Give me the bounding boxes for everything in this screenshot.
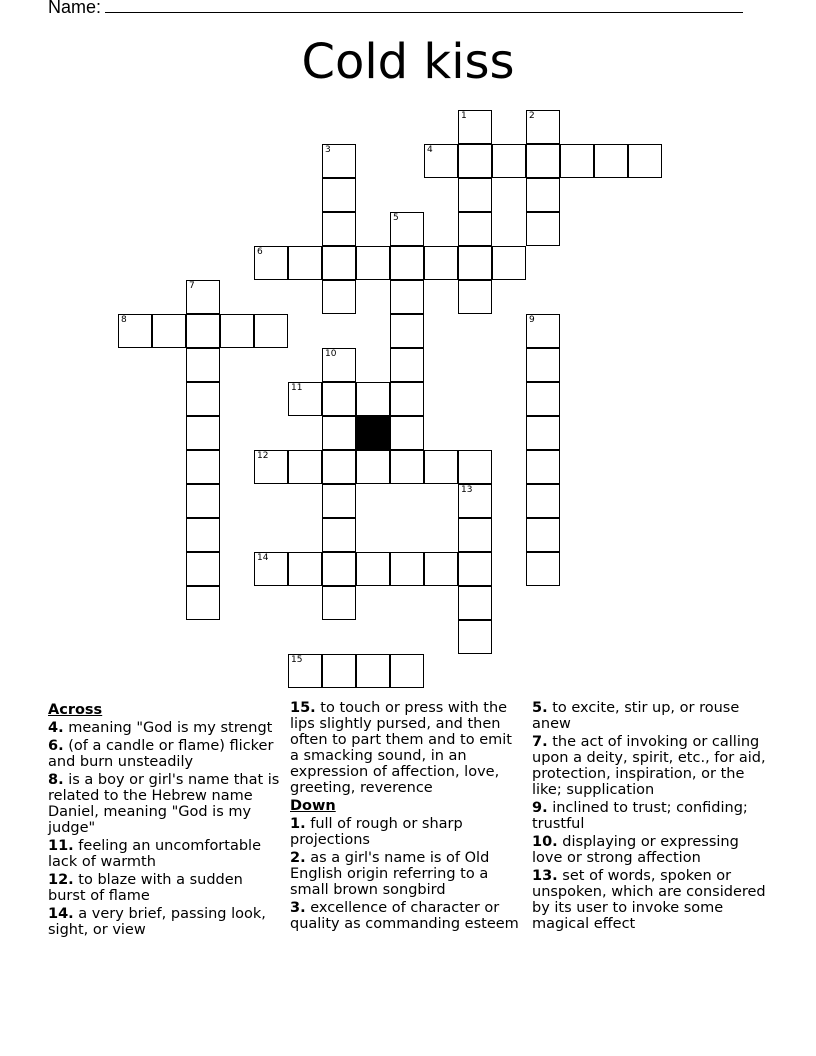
- grid-cell[interactable]: [186, 450, 220, 484]
- clue-down-3: 3. excellence of character or quality as commanding esteem: [290, 900, 519, 932]
- grid-cell[interactable]: [526, 518, 560, 552]
- grid-cell[interactable]: [356, 552, 390, 586]
- clues-column-2: [290, 700, 522, 932]
- grid-cell[interactable]: [526, 348, 560, 382]
- grid-cell[interactable]: [322, 450, 356, 484]
- grid-cell[interactable]: [390, 654, 424, 688]
- grid-cell[interactable]: [186, 314, 220, 348]
- name-label: Name:: [48, 0, 102, 17]
- clue-number-4: 4: [427, 145, 433, 155]
- grid-cell[interactable]: [322, 348, 356, 382]
- clue-number-9: 9: [529, 315, 535, 325]
- grid-cell[interactable]: [186, 586, 220, 620]
- grid-cell[interactable]: [322, 654, 356, 688]
- grid-cell[interactable]: [186, 518, 220, 552]
- grid-cell[interactable]: [526, 178, 560, 212]
- grid-cell[interactable]: [288, 246, 322, 280]
- grid-cell[interactable]: [356, 246, 390, 280]
- grid-cell[interactable]: [220, 314, 254, 348]
- across-heading: Across: [48, 702, 103, 718]
- grid-cell[interactable]: [322, 246, 356, 280]
- grid-cell[interactable]: [458, 620, 492, 654]
- grid-cell[interactable]: [288, 450, 322, 484]
- grid-cell[interactable]: [424, 450, 458, 484]
- clue-number-11: 11: [291, 383, 303, 393]
- grid-cell[interactable]: [594, 144, 628, 178]
- clues-column-3: [532, 700, 772, 932]
- grid-cell[interactable]: [254, 246, 288, 280]
- grid-cell[interactable]: [254, 450, 288, 484]
- grid-cell[interactable]: [560, 144, 594, 178]
- grid-cell[interactable]: [390, 382, 424, 416]
- grid-cell[interactable]: [390, 246, 424, 280]
- grid-cell[interactable]: [254, 552, 288, 586]
- grid-cell[interactable]: [118, 314, 152, 348]
- grid-cell[interactable]: [526, 416, 560, 450]
- grid-cell[interactable]: [458, 552, 492, 586]
- grid-cell[interactable]: [356, 382, 390, 416]
- grid-cell[interactable]: [152, 314, 186, 348]
- grid-cell[interactable]: [390, 280, 424, 314]
- clue-across-11: 11. feeling an uncomfortable lack of warmth: [48, 838, 261, 870]
- clues-column-1: [48, 700, 280, 938]
- clue-number-15: 15: [291, 655, 303, 665]
- grid-cell[interactable]: [458, 586, 492, 620]
- grid-cell[interactable]: [322, 382, 356, 416]
- grid-cell[interactable]: [322, 144, 356, 178]
- grid-cell[interactable]: [186, 348, 220, 382]
- grid-cell[interactable]: [322, 484, 356, 518]
- clue-down-9: 9. inclined to trust; confiding; trustful: [532, 800, 748, 832]
- clue-number-2: 2: [529, 111, 535, 121]
- grid-cell[interactable]: [390, 450, 424, 484]
- clue-number-12: 12: [257, 451, 269, 461]
- clue-number-5: 5: [393, 213, 399, 223]
- grid-cell[interactable]: [628, 144, 662, 178]
- grid-cell[interactable]: [458, 484, 492, 518]
- grid-cell[interactable]: [186, 416, 220, 450]
- grid-cell[interactable]: [526, 144, 560, 178]
- grid-cell[interactable]: [186, 280, 220, 314]
- grid-cell[interactable]: [356, 654, 390, 688]
- clue-number-3: 3: [325, 145, 331, 155]
- grid-cell[interactable]: [526, 314, 560, 348]
- clue-down-10: 10. displaying or expressing love or strong affection: [532, 834, 739, 866]
- grid-cell[interactable]: [390, 212, 424, 246]
- clue-number-10: 10: [325, 349, 337, 359]
- clue-across-6: 6. (of a candle or flame) flicker and burn unsteadily: [48, 738, 274, 770]
- grid-cell[interactable]: [356, 450, 390, 484]
- grid-cell[interactable]: [322, 416, 356, 450]
- grid-cell[interactable]: [526, 552, 560, 586]
- clue-number-13: 13: [461, 485, 473, 495]
- grid-cell[interactable]: [526, 110, 560, 144]
- grid-cell[interactable]: [458, 178, 492, 212]
- clue-number-1: 1: [461, 111, 467, 121]
- grid-cell[interactable]: [322, 280, 356, 314]
- grid-cell[interactable]: [526, 484, 560, 518]
- clue-across-8: 8. is a boy or girl's name that is related to the Hebrew name Daniel, meaning "God is my judge": [48, 772, 280, 836]
- clue-down-1: 1. full of rough or sharp projections: [290, 816, 463, 848]
- grid-cell[interactable]: [424, 552, 458, 586]
- grid-cell[interactable]: [424, 246, 458, 280]
- grid-cell[interactable]: [458, 450, 492, 484]
- clue-down-7: 7. the act of invoking or calling upon a deity, spirit, etc., for aid, protection, inspiration, or the like; supplication: [532, 734, 766, 798]
- grid-cell[interactable]: [288, 382, 322, 416]
- grid-cell[interactable]: [288, 552, 322, 586]
- puzzle-title: Cold kiss: [301, 34, 515, 90]
- clue-across-15: 15. to touch or press with the lips slightly pursed, and then often to part them and to emit a smacking sound, in an expression of affection, love, greeting, reverence: [290, 700, 512, 796]
- clue-number-8: 8: [121, 315, 127, 325]
- clue-across-4: 4. meaning "God is my strengt: [48, 720, 273, 736]
- clue-number-14: 14: [257, 553, 269, 563]
- grid-cell[interactable]: [424, 144, 458, 178]
- grid-cell[interactable]: [526, 212, 560, 246]
- grid-cell[interactable]: [186, 552, 220, 586]
- clue-number-6: 6: [257, 247, 263, 257]
- clue-down-5: 5. to excite, stir up, or rouse anew: [532, 700, 740, 732]
- down-heading: Down: [290, 798, 336, 814]
- clue-across-14: 14. a very brief, passing look, sight, or view: [48, 906, 266, 938]
- grid-cell[interactable]: [458, 518, 492, 552]
- grid-cell[interactable]: [288, 654, 322, 688]
- grid-cell[interactable]: [254, 314, 288, 348]
- grid-cell[interactable]: [186, 382, 220, 416]
- clue-down-2: 2. as a girl's name is of Old English origin referring to a small brown songbird: [290, 850, 490, 898]
- clue-down-13: 13. set of words, spoken or unspoken, which are considered by its user to invoke some magical effect: [532, 868, 766, 932]
- grid-cell[interactable]: [526, 382, 560, 416]
- grid-cell[interactable]: [390, 552, 424, 586]
- grid-cell-blocked: [356, 416, 390, 450]
- grid-cell[interactable]: [322, 586, 356, 620]
- grid-cell[interactable]: [322, 178, 356, 212]
- grid-cell[interactable]: [458, 280, 492, 314]
- grid-cell[interactable]: [492, 144, 526, 178]
- grid-cell[interactable]: [458, 212, 492, 246]
- grid-cell[interactable]: [526, 450, 560, 484]
- grid-cell[interactable]: [458, 144, 492, 178]
- grid-cell[interactable]: [458, 110, 492, 144]
- grid-cell[interactable]: [322, 518, 356, 552]
- grid-cell[interactable]: [390, 416, 424, 450]
- grid-cell[interactable]: [390, 348, 424, 382]
- grid-cell[interactable]: [322, 552, 356, 586]
- clue-number-7: 7: [189, 281, 195, 291]
- clue-across-12: 12. to blaze with a sudden burst of flame: [48, 872, 243, 904]
- grid-cell[interactable]: [322, 212, 356, 246]
- grid-cell[interactable]: [458, 246, 492, 280]
- grid-cell[interactable]: [186, 484, 220, 518]
- grid-cell[interactable]: [390, 314, 424, 348]
- grid-cell[interactable]: [492, 246, 526, 280]
